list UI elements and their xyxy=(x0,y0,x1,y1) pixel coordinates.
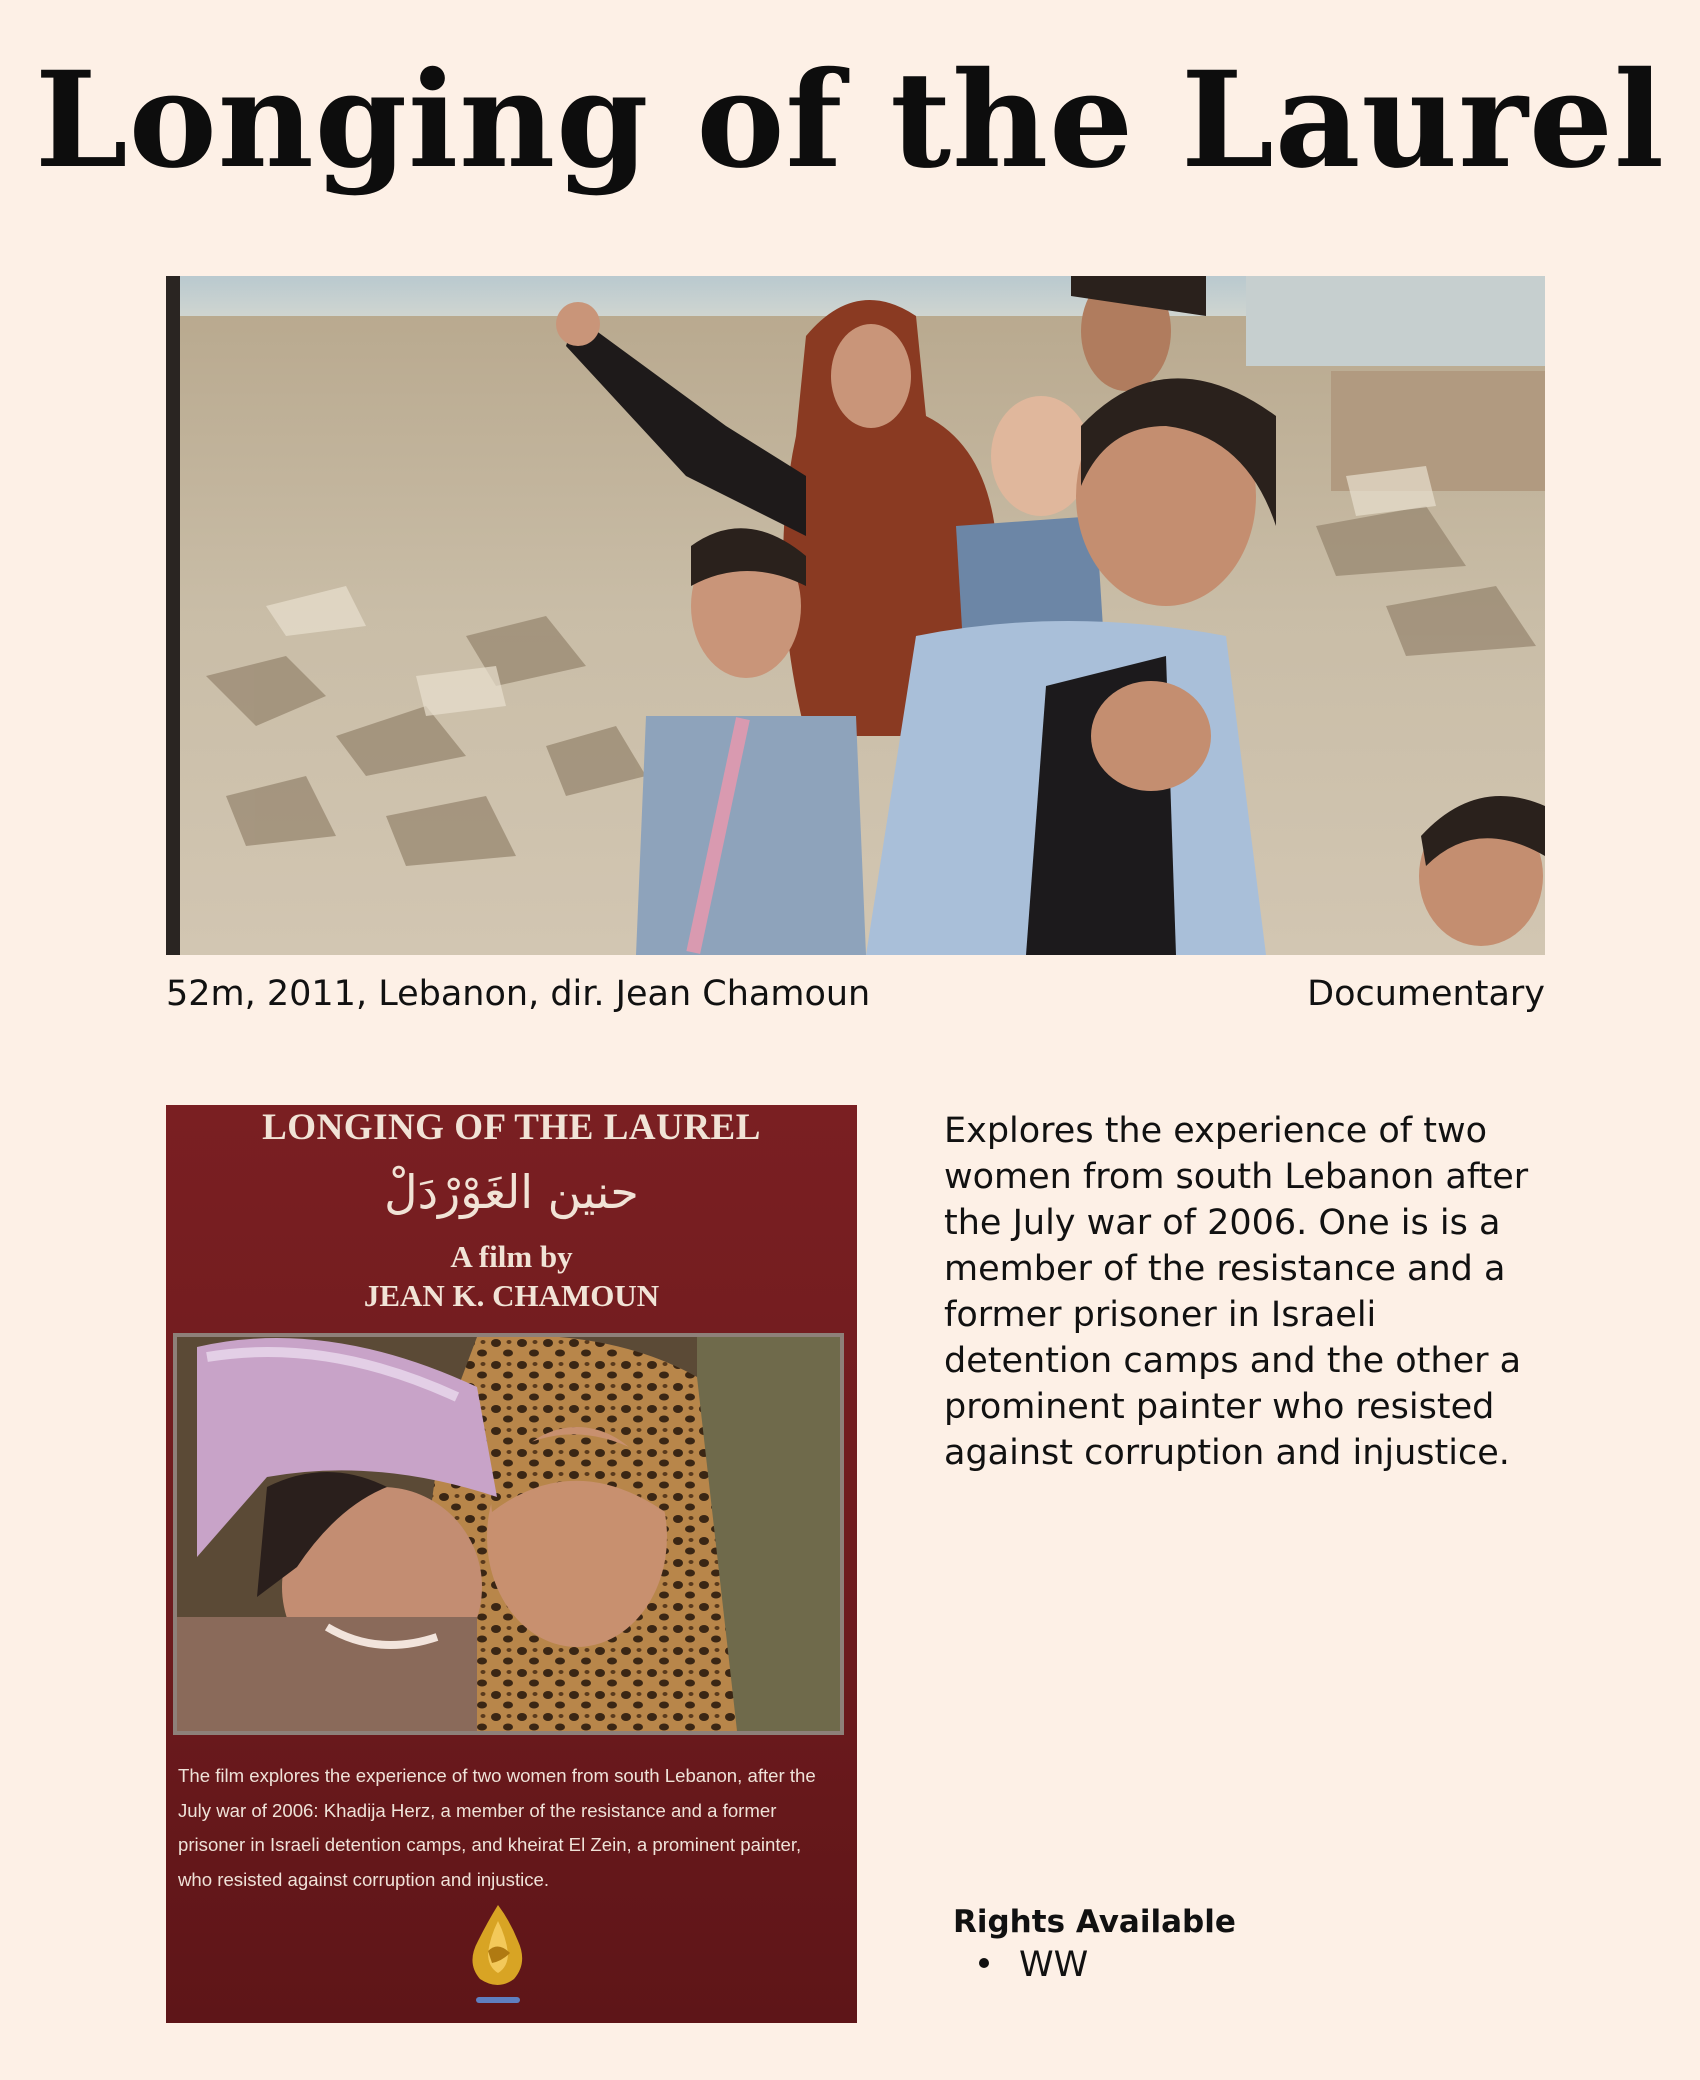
film-synopsis: Explores the experience of two women from south Lebanon after the July war of 2006. One is is a member of the resistance and a former prisoner in Israeli detention camps and the other a prominent painter who resisted against corruption and injustice. xyxy=(944,1111,1529,1473)
poster-film-by: A film by xyxy=(450,1239,573,1274)
film-still-image xyxy=(166,276,1545,955)
film-genre: Documentary xyxy=(1307,974,1545,1014)
al-jazeera-logo xyxy=(458,1901,538,2011)
rights-list xyxy=(953,1944,1088,1986)
poster-blurb: The film explores the experience of two women from south Lebanon, after the July war of 2006: Khadija Herz, a member of the resistance and a former prisoner in Israeli detention camps, and kheirat El Zein, a prominent painter, who resisted against corruption and injustice. xyxy=(178,1765,816,1890)
bullet-icon xyxy=(979,1958,989,1968)
poster-photo xyxy=(173,1333,844,1735)
poster-arabic-title: حنين الغَوْرْدَلْ xyxy=(384,1165,639,1219)
rights-heading: Rights Available xyxy=(953,1904,1236,1940)
film-details: 52m, 2011, Lebanon, dir. Jean Chamoun xyxy=(166,974,871,1014)
rights-item xyxy=(953,1944,1088,1986)
film-title: Longing of the Laurel xyxy=(34,43,1666,198)
poster-director: JEAN K. CHAMOUN xyxy=(363,1278,660,1313)
poster-title: LONGING OF THE LAUREL xyxy=(262,1107,761,1148)
rights-item-label: WW xyxy=(1019,1945,1089,1985)
film-poster xyxy=(166,1105,857,2023)
